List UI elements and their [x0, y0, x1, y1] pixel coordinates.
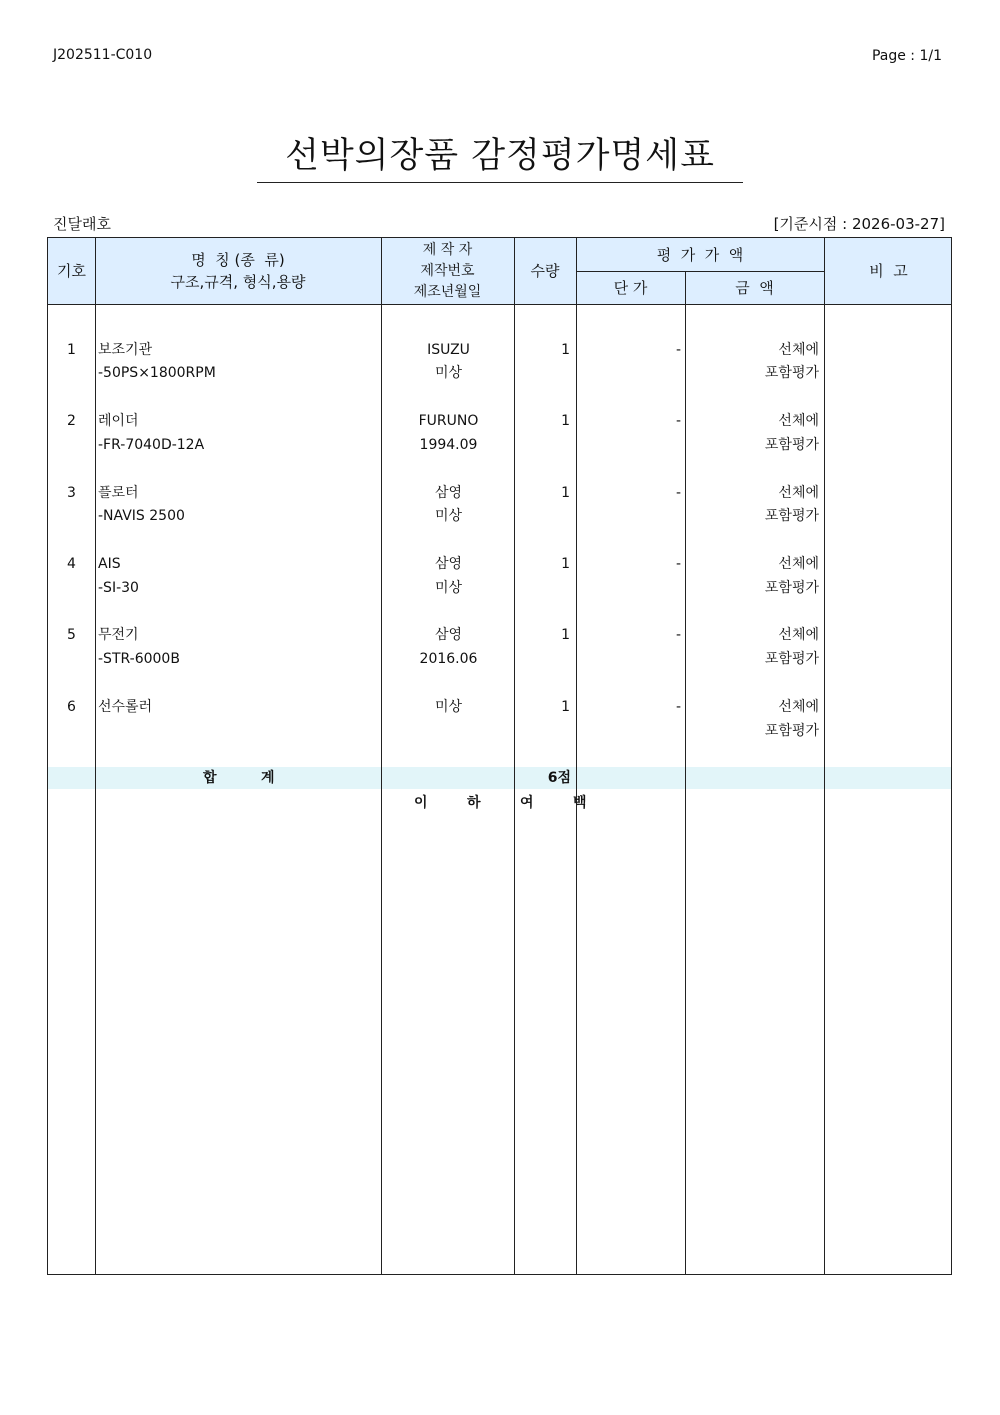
column-divider	[95, 238, 96, 1274]
header-value: 평 가 가 액	[656, 245, 744, 264]
row-amount-note: 포함평가	[764, 437, 819, 453]
header-qty: 수량	[530, 262, 560, 280]
row-unit-price: -	[675, 556, 681, 572]
header-name-line2: 구조,규격, 형식,용량	[170, 273, 306, 291]
row-qty: 1	[561, 556, 570, 572]
column-divider	[576, 238, 577, 1274]
document-id: J202511-C010	[53, 47, 153, 63]
row-qty: 1	[561, 413, 570, 429]
row-amount-note: 포함평가	[764, 508, 819, 524]
row-maker: 삼영	[434, 485, 463, 501]
blank-note-char: 이	[414, 795, 428, 811]
blank-note-char: 백	[573, 795, 587, 811]
header-name-line1: 명 칭 (종 류)	[191, 251, 285, 269]
blank-note-char: 하	[467, 795, 481, 811]
row-qty: 1	[561, 485, 570, 501]
header-maker-line2: 제작번호	[420, 262, 475, 279]
row-no: 5	[67, 627, 76, 643]
row-unit-price: -	[675, 485, 681, 501]
base-date: [기준시점 : 2026-03-27]	[773, 215, 945, 233]
row-unit-price: -	[675, 342, 681, 358]
row-name: AIS	[98, 556, 121, 572]
blank-note-char: 여	[520, 795, 534, 811]
row-unit-price: -	[675, 627, 681, 643]
header-maker-line1: 제 작 자	[422, 241, 473, 258]
row-maker: 삼영	[434, 556, 463, 572]
row-amount: 선체에	[778, 342, 819, 358]
header-name	[95, 241, 381, 301]
header-amount: 금 액	[735, 278, 774, 297]
vessel-name: 진달래호	[53, 215, 111, 233]
row-amount: 선체에	[778, 556, 819, 572]
row-name: 레이더	[98, 413, 139, 429]
row-name: 보조기관	[98, 342, 153, 358]
row-amount-note: 포함평가	[764, 723, 819, 739]
row-date: 2016.06	[419, 651, 478, 667]
row-qty: 1	[561, 627, 570, 643]
row-unit-price: -	[675, 699, 681, 715]
column-divider	[824, 238, 825, 1274]
document-title: 선박의장품 감정평가명세표	[257, 128, 743, 183]
header-maker	[381, 238, 514, 304]
row-amount-note: 포함평가	[764, 651, 819, 667]
row-qty: 1	[561, 699, 570, 715]
row-no: 3	[67, 485, 76, 501]
row-amount: 선체에	[778, 413, 819, 429]
row-name: 플로터	[98, 485, 139, 501]
row-spec: -STR-6000B	[98, 651, 180, 667]
row-date: 1994.09	[419, 437, 478, 453]
row-spec: -NAVIS 2500	[98, 508, 185, 524]
row-spec: -50PS×1800RPM	[98, 365, 216, 381]
row-no: 4	[67, 556, 76, 572]
row-name: 무전기	[98, 627, 139, 643]
header-maker-line3: 제조년월일	[413, 283, 482, 300]
row-maker: FURUNO	[418, 413, 479, 429]
row-maker: ISUZU	[427, 342, 470, 358]
header-bottom-line	[48, 304, 951, 305]
total-qty: 6점	[547, 770, 571, 786]
row-maker: 미상	[434, 699, 463, 715]
total-label-1: 합	[203, 770, 217, 786]
row-no: 2	[67, 413, 76, 429]
column-divider	[514, 238, 515, 1274]
total-label-2: 계	[261, 770, 275, 786]
row-date: 미상	[434, 508, 463, 524]
row-spec: -FR-7040D-12A	[98, 437, 205, 453]
row-date: 미상	[434, 580, 463, 596]
header-no: 기호	[57, 262, 86, 280]
total-row-background	[48, 767, 951, 789]
row-amount: 선체에	[778, 699, 819, 715]
row-amount: 선체에	[778, 627, 819, 643]
row-no: 6	[67, 699, 76, 715]
row-spec: -SI-30	[98, 580, 139, 596]
header-remark: 비 고	[869, 262, 908, 280]
row-amount-note: 포함평가	[764, 580, 819, 596]
header-unit-price: 단 가	[613, 278, 648, 297]
page-number: Page : 1/1	[871, 48, 942, 64]
row-no: 1	[67, 342, 76, 358]
appraisal-table	[47, 237, 952, 1275]
row-amount: 선체에	[778, 485, 819, 501]
row-unit-price: -	[675, 413, 681, 429]
row-maker: 삼영	[434, 627, 463, 643]
row-date: 미상	[434, 365, 463, 381]
row-name: 선수롤러	[98, 699, 153, 715]
row-amount-note: 포함평가	[764, 365, 819, 381]
column-divider	[381, 238, 382, 1274]
row-qty: 1	[561, 342, 570, 358]
